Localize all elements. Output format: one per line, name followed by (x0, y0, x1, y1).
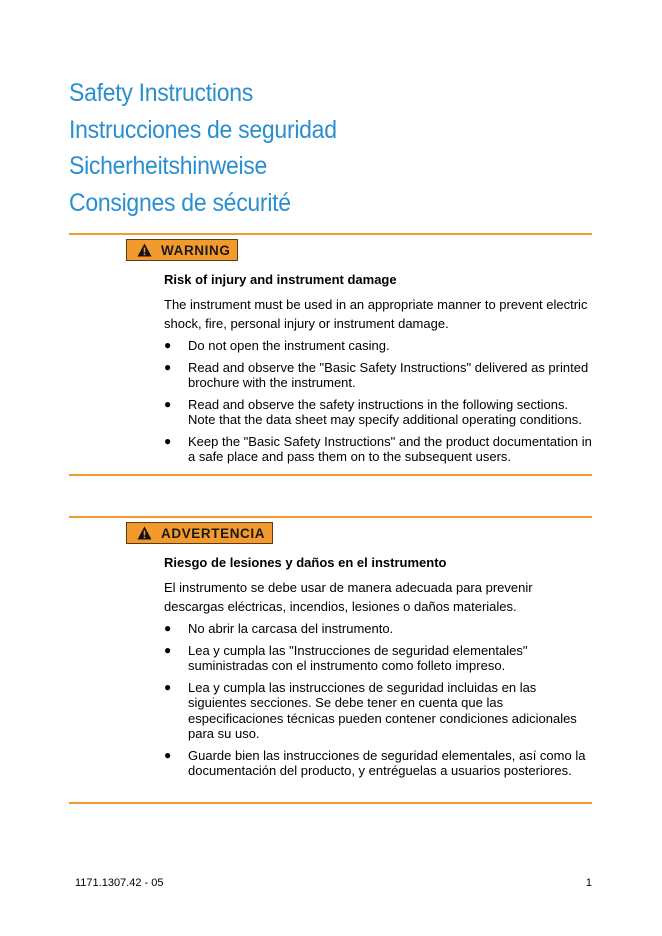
document-number: 1171.1307.42 - 05 (75, 877, 164, 889)
warning-block-spanish (69, 516, 592, 804)
bullet-icon: ● (164, 679, 172, 694)
bullet-icon: ● (164, 396, 172, 411)
bullet-text: Guarde bien las instrucciones de seguridad elementales, así como la documentación del producto, y entréguelas a usuarios posteriores. (188, 747, 586, 778)
page-number: 1 (585, 877, 592, 889)
title-french: Consignes de sécurité (69, 188, 291, 217)
bottom-divider (69, 474, 592, 476)
title-group (69, 75, 360, 221)
title-spanish: Instrucciones de seguridad (69, 115, 337, 144)
warning-triangle-icon (137, 243, 152, 257)
bullet-icon: ● (164, 621, 172, 635)
warning-body (164, 272, 594, 471)
warning-badge (126, 522, 273, 544)
title-english: Safety Instructions (69, 79, 253, 107)
bullet-icon: ● (164, 433, 172, 448)
list-item (164, 621, 594, 637)
bullet-text: No abrir la carcasa del instrumento. (188, 621, 394, 636)
signal-word: ADVERTENCIA (161, 525, 266, 541)
risk-title: Risk of injury and instrument damage (164, 272, 397, 287)
warning-body (164, 555, 594, 785)
bullet-text: Read and observe the safety instructions in the following sections. Note that the data sheet may specify additional operating conditions. (188, 396, 582, 427)
list-item (164, 338, 594, 354)
warning-triangle-icon (137, 526, 152, 540)
bullet-text: Lea y cumpla las "Instrucciones de seguridad elementales" suministradas con el instrumento como folleto impreso. (188, 642, 528, 673)
top-divider (69, 233, 592, 235)
bullet-icon: ● (164, 359, 172, 374)
bullet-list (164, 338, 594, 465)
bullet-icon: ● (164, 642, 172, 657)
list-item (164, 397, 594, 428)
bullet-list (164, 621, 594, 779)
bullet-text: Do not open the instrument casing. (188, 338, 390, 353)
signal-word: WARNING (161, 242, 231, 258)
top-divider (69, 516, 592, 518)
list-item (164, 680, 594, 742)
list-item (164, 360, 594, 391)
bottom-divider (69, 802, 592, 804)
bullet-text: Keep the "Basic Safety Instructions" and the product documentation in a safe place and pass them on to the subsequent users. (188, 433, 592, 464)
bullet-icon: ● (164, 747, 172, 762)
list-item (164, 434, 594, 465)
list-item (164, 748, 594, 779)
bullet-text: Lea y cumpla las instrucciones de seguridad incluidas en las siguientes secciones. Se debe tener en cuenta que las especificaciones técnicas pueden contener condiciones adicionales para su uso. (188, 679, 577, 741)
intro-text: El instrumento se debe usar de manera adecuada para prevenir descargas eléctricas, incendios, lesiones o daños materiales. (164, 580, 533, 614)
warning-block-english (69, 233, 592, 476)
risk-title: Riesgo de lesiones y daños en el instrumento (164, 555, 447, 570)
bullet-text: Read and observe the "Basic Safety Instructions" delivered as printed brochure with the instrument. (188, 359, 589, 390)
bullet-icon: ● (164, 338, 172, 352)
list-item (164, 643, 594, 674)
warning-badge (126, 239, 238, 261)
title-german: Sicherheitshinweise (69, 152, 268, 180)
intro-text: The instrument must be used in an appropriate manner to prevent electric shock, fire, personal injury or instrument damage. (164, 297, 588, 331)
